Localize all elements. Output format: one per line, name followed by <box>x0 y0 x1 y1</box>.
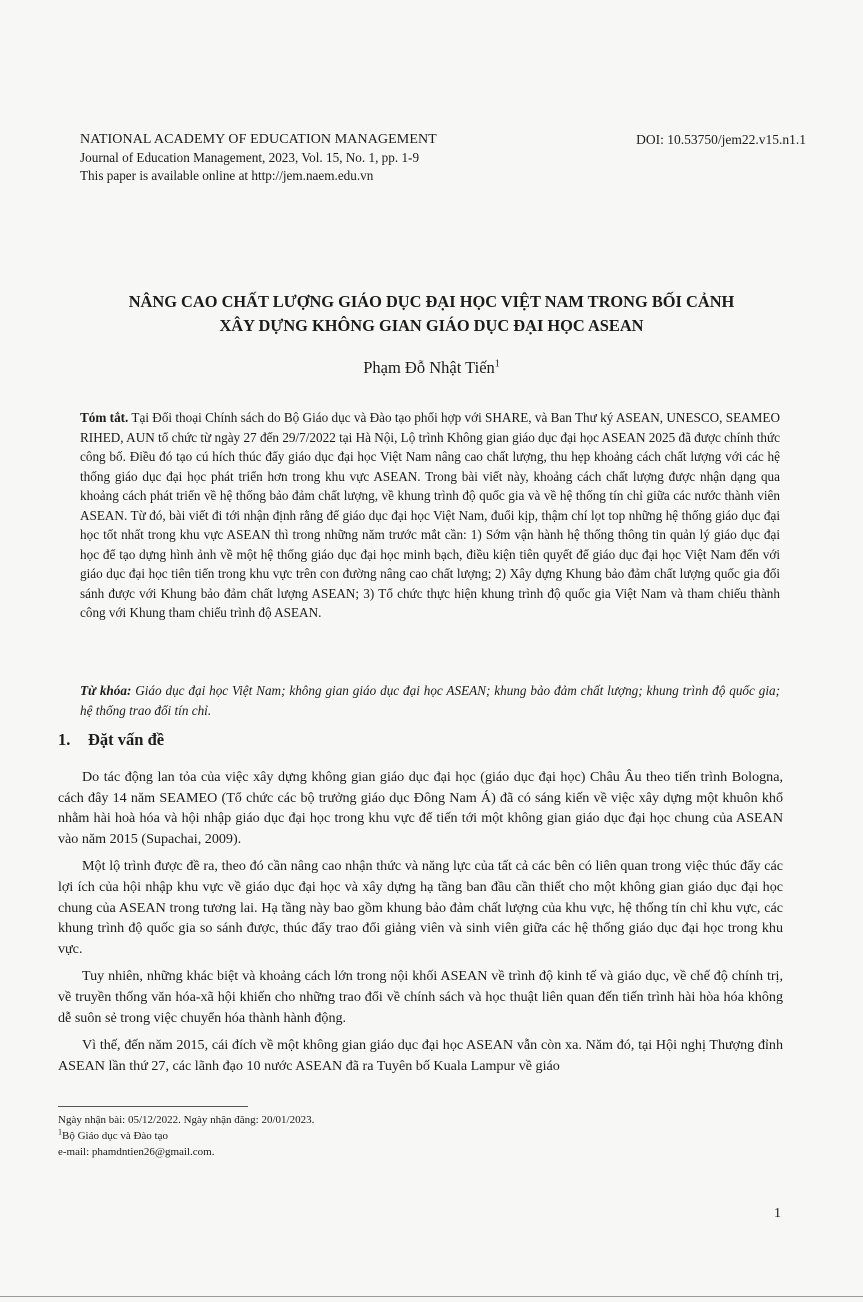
author <box>0 357 863 379</box>
author-name: Phạm Đỗ Nhật Tiến <box>363 358 495 377</box>
body-paragraph: Vì thế, đến năm 2015, cái đích về một không gian giáo dục đại học ASEAN vẫn còn xa. Năm đó, tại Hội nghị Thượng đỉnh ASEAN lần thứ 27, các lãnh đạo 10 nước ASEAN đã ra Tuyên bố Kuala Lampur về giáo <box>58 1037 783 1074</box>
footnote-affiliation: Bộ Giáo dục và Đào tạo <box>62 1130 168 1142</box>
body-paragraph: Một lộ trình được đề ra, theo đó cần nâng cao nhận thức và năng lực của tất cả các bên có liên quan trong việc thúc đẩy các lợi ích của hội nhập khu vực về giáo dục đại học và xây dựng hạ tầng ban đầu cần thiết cho một không gian giáo dục đại học chung của ASEAN trong tương lai. Hạ tầng này bao gồm khung bảo đảm chất lượng của khu vực, hệ thống tín chỉ khu vực, các khung trình độ quốc gia so sánh được, thúc đẩy trao đổi giảng viên và sinh viên giữa các hệ thống giáo dục đại học trong khu vực. <box>58 858 783 957</box>
footnotes <box>58 1112 314 1160</box>
doi: DOI: 10.53750/jem22.v15.n1.1 <box>636 132 806 147</box>
abstract-text: Tại Đối thoại Chính sách do Bộ Giáo dục và Đào tạo phối hợp với SHARE, và Ban Thư ký ASEAN, UNESCO, SEAMEO RIHED, AUN tổ chức từ ngày 27 đến 29/7/2022 tại Hà Nội, Lộ trình Không gian giáo dục đại học ASEAN 2025 đã được chính thức công bố. Điều đó tạo cú hích thúc đẩy giáo dục đại học Việt Nam nâng cao chất lượng, thu hẹp khoảng cách chất lượng với các hệ thống giáo dục đại học phát triển hơn trong khu vực ASEAN. Trong bài viết này, khoảng cách chất lượng được nhận dạng qua khoảng cách phát triển về hệ thống bảo đảm chất lượng, về khung trình độ quốc gia và về hệ thống tín chỉ giữa các nước thành viên ASEAN. Từ đó, bài viết đi tới nhận định rằng để giáo dục đại học Việt Nam, đuổi kịp, thậm chí lọt top những hệ thống giáo dục đại học tốt nhất trong khu vực ASEAN thì trong những năm trước mắt cần: 1) Sớm vận hành hệ thống thông tin quản lý giáo dục đại học để tạo dựng hình ảnh về một hệ thống giáo dục đại học minh bạch, điều kiện tiên quyết để giáo dục đại học Việt Nam đến với giáo dục đại học tiên tiến trong khu vực trên con đường nâng cao chất lượng; 2) Xây dựng Khung bảo đảm chất lượng quốc gia đối sánh được với Khung bảo đảm chất lượng ASEAN; 3) Tổ chức thực hiện khung trình độ quốc gia Việt Nam và tham chiếu thành công với Khung tham chiếu trình độ ASEAN. <box>80 410 780 620</box>
footnote-email: e-mail: phamdntien26@gmail.com. <box>58 1146 215 1158</box>
body-paragraph: Tuy nhiên, những khác biệt và khoảng cách lớn trong nội khối ASEAN về trình độ kinh tế và giáo dục, về chế độ chính trị, về truyền thống văn hóa-xã hội khiến cho những trao đổi về chính sách và học thuật liên quan đến tiến trình hài hòa hóa không dễ suôn sẻ trong việc chuyển hóa thành hành động. <box>58 968 783 1026</box>
footnote-affiliation-line <box>58 1128 314 1144</box>
author-footnote-mark: 1 <box>494 358 500 370</box>
keywords <box>80 681 780 720</box>
footnote-divider <box>58 1106 248 1107</box>
section-number: 1. <box>58 730 71 749</box>
title-line-2: XÂY DỰNG KHÔNG GIAN GIÁO DỤC ĐẠI HỌC ASEAN <box>219 316 644 335</box>
abstract <box>80 408 780 623</box>
section-heading <box>58 729 164 751</box>
journal-header <box>80 131 580 185</box>
abstract-label: Tóm tắt. <box>80 410 129 425</box>
page-number: 1 <box>774 1206 781 1221</box>
organization-name: NATIONAL ACADEMY OF EDUCATION MANAGEMENT <box>80 132 437 147</box>
scan-edge-line <box>0 1296 863 1297</box>
section-title: Đặt vấn đề <box>88 730 165 749</box>
footnote-mark: 1 <box>58 1127 62 1137</box>
body-paragraph: Do tác động lan tỏa của việc xây dựng không gian giáo dục đại học (giáo dục đại học) Châu Âu theo tiến trình Bologna, cách đây 14 năm SEAMEO (Tổ chức các bộ trưởng giáo dục Đông Nam Á) đã có sáng kiến về việc xây dựng một khuôn khổ nhằm hài hoà hóa và hội nhập giáo dục đại học trong khu vực để tiến tới một không gian giáo dục đại học chung của ASEAN vào năm 2015 (Supachai, 2009). <box>58 769 783 847</box>
online-availability: This paper is available online at http://jem.naem.edu.vn <box>80 168 374 183</box>
footnote-dates: Ngày nhận bài: 05/12/2022. Ngày nhận đăng: 20/01/2023. <box>58 1114 315 1126</box>
section-body <box>58 767 783 1083</box>
keywords-text: Giáo dục đại học Việt Nam; không gian giáo dục đại học ASEAN; khung bảo đảm chất lượng; khung trình độ quốc gia; hệ thống trao đổi tín chỉ. <box>80 683 780 718</box>
keywords-label: Từ khóa: <box>80 683 132 698</box>
paper-title <box>60 290 803 338</box>
journal-citation: Journal of Education Management, 2023, Vol. 15, No. 1, pp. 1-9 <box>80 150 420 165</box>
title-line-1: NÂNG CAO CHẤT LƯỢNG GIÁO DỤC ĐẠI HỌC VIỆT NAM TRONG BỐI CẢNH <box>128 292 735 311</box>
